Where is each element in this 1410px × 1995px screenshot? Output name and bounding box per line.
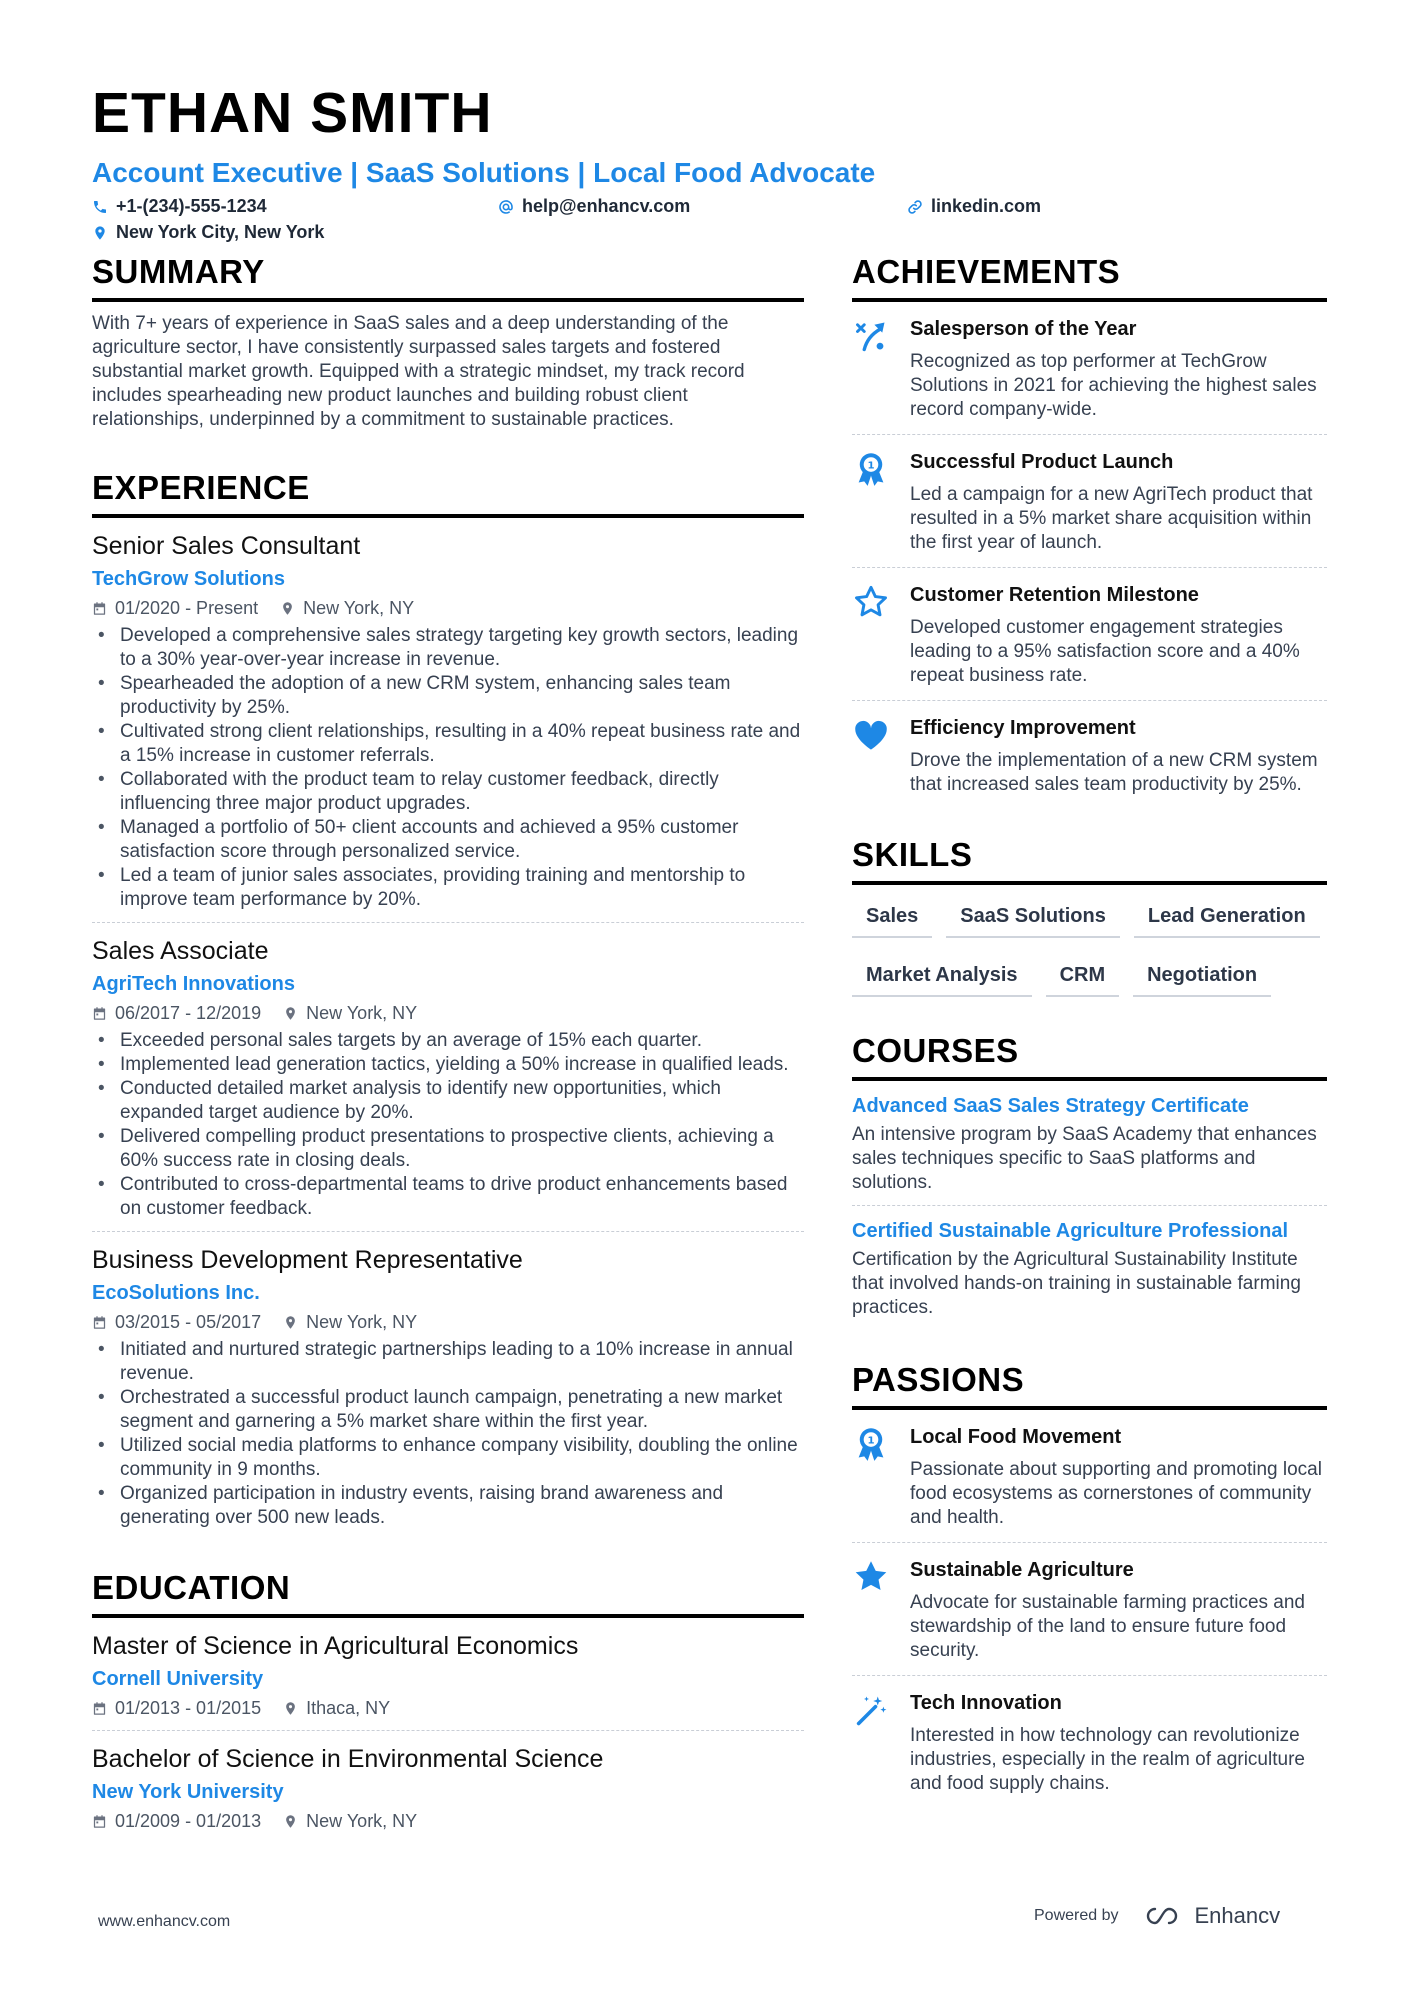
skill-tag: Negotiation [1133,960,1271,997]
job-dates [92,1001,261,1025]
achievement-item [852,701,1327,809]
course-desc: An intensive program by SaaS Academy that enhances sales techniques specific to SaaS platforms and solutions. [852,1124,1317,1193]
education-entry [92,1618,804,1731]
bullet-item: • Implemented lead generation tactics, yielding a 50% increase in qualified leads. [92,1053,804,1077]
achievement-item [852,302,1327,435]
achievement-title: Customer Retention Milestone [910,584,1199,606]
bullet-item: • Exceeded personal sales targets by an average of 15% each quarter. [92,1029,804,1053]
course-title: Advanced SaaS Sales Strategy Certificate [852,1095,1249,1117]
skill-tag: Sales [852,901,932,938]
calendar-icon [92,601,107,616]
job-entry [92,518,804,923]
location-pin-icon [283,1701,298,1716]
bullet-item: • Delivered compelling product presentations to prospective clients, achieving a 60% success rate in closing deals. [92,1125,804,1173]
education-meta [92,1809,804,1833]
achievement-item [852,435,1327,568]
education-meta [92,1696,804,1720]
magic-wand-icon [853,1692,889,1728]
education-section [92,1568,804,1843]
left-column [92,252,804,1869]
job-meta [92,1310,804,1334]
footer-website[interactable]: www.enhancv.com [98,1913,231,1930]
location-pin-icon [283,1814,298,1829]
location-text: New York, NY [303,598,415,618]
resume-header [92,80,1332,250]
dates-text: 01/2013 - 01/2015 [115,1698,262,1718]
location-pin-icon [283,1006,298,1021]
at-icon [498,199,514,215]
passions-section [852,1360,1327,1808]
job-title: Sales Associate [92,937,269,965]
company-name: AgriTech Innovations [92,973,295,995]
section-title: EXPERIENCE [92,468,804,518]
email-text: help@enhancv.com [522,196,691,216]
skills-list [852,885,1327,997]
bullet-item: • Orchestrated a successful product launch campaign, penetrating a new market segment and garnering a 5% market share within the first year. [92,1386,804,1434]
school-name: New York University [92,1781,284,1803]
job-meta [92,596,804,620]
heart-icon [853,717,889,753]
svg-text:1: 1 [867,460,875,472]
education-entry [92,1731,804,1843]
bullet-item: • Initiated and nurtured strategic partnerships leading to a 10% increase in annual revenue. [92,1338,804,1386]
courses-section [852,1031,1327,1330]
job-entry [92,1232,804,1540]
location-text: New York, NY [306,1312,418,1332]
job-location [280,596,414,620]
enhancv-logo-icon [1141,1903,1187,1929]
passion-item [852,1676,1327,1808]
star-filled-icon [853,1559,889,1595]
course-desc: Certification by the Agricultural Sustainability Institute that involved hands-on training in sustainable farming practices. [852,1249,1301,1318]
right-column [852,252,1327,1834]
bullet-item: • Managed a portfolio of 50+ client accounts and achieved a 95% customer satisfaction score through personalized service. [92,816,804,864]
passion-desc: Passionate about supporting and promoting local food ecosystems as cornerstones of community and health. [910,1459,1322,1528]
job-entry [92,923,804,1232]
degree-title: Master of Science in Agricultural Economics [92,1632,579,1660]
linkedin-text: linkedin.com [931,196,1042,216]
contact-email[interactable] [498,196,690,217]
growth-arrow-icon [853,318,889,354]
passion-title: Local Food Movement [910,1426,1122,1448]
contact-linkedin[interactable] [907,196,1041,217]
achievement-desc: Drove the implementation of a new CRM system that increased sales team productivity by 25%. [910,750,1318,795]
course-item [852,1081,1327,1206]
dates-text: 03/2015 - 05/2017 [115,1312,262,1332]
company-name: TechGrow Solutions [92,568,285,590]
passion-title: Tech Innovation [910,1692,1062,1714]
bullet-item: • Utilized social media platforms to enhance company visibility, doubling the online community in 9 months. [92,1434,804,1482]
dates-text: 06/2017 - 12/2019 [115,1003,262,1023]
brand-name: Enhancv [1194,1903,1281,1928]
candidate-tagline: Account Executive | SaaS Solutions | Local Food Advocate [92,157,876,188]
location-text: New York, NY [306,1811,418,1831]
summary-section [92,252,804,432]
education-dates [92,1696,261,1720]
section-title: PASSIONS [852,1360,1327,1410]
bullet-item: • Contributed to cross-departmental teams to drive product enhancements based on customer feedback. [92,1173,804,1221]
degree-title: Bachelor of Science in Environmental Science [92,1745,604,1773]
achievement-desc: Developed customer engagement strategies leading to a 95% satisfaction score and a 40% repeat business rate. [910,617,1300,686]
candidate-name: ETHAN SMITH [92,81,493,145]
brand-logo[interactable] [1141,1903,1281,1929]
contact-location [92,222,324,243]
svg-text:1: 1 [867,1435,875,1447]
section-title: SUMMARY [92,252,804,302]
education-dates [92,1809,261,1833]
skill-tag: Lead Generation [1134,901,1320,938]
bullet-item: • Organized participation in industry events, raising brand awareness and generating over 500 new leads. [92,1482,804,1530]
job-bullets [92,624,804,912]
passion-title: Sustainable Agriculture [910,1559,1134,1581]
location-text: New York, NY [306,1003,418,1023]
job-dates [92,596,258,620]
skills-section [852,835,1327,997]
skill-tag: SaaS Solutions [946,901,1120,938]
job-meta [92,1001,804,1025]
calendar-icon [92,1701,107,1716]
phone-text: +1-(234)-555-1234 [116,196,267,216]
passion-desc: Advocate for sustainable farming practices and stewardship of the land to ensure future food security. [910,1592,1305,1661]
section-title: COURSES [852,1031,1327,1081]
achievement-item [852,568,1327,701]
course-item [852,1206,1327,1330]
star-outline-icon [853,584,889,620]
dates-text: 01/2020 - Present [115,598,259,618]
skill-tag: Market Analysis [852,960,1032,997]
bullet-item: • Developed a comprehensive sales strategy targeting key growth sectors, leading to a 30% year-over-year increase in revenue. [92,624,804,672]
course-title: Certified Sustainable Agriculture Professional [852,1220,1289,1242]
achievement-title: Successful Product Launch [910,451,1174,473]
phone-icon [92,199,108,215]
experience-section [92,468,804,1540]
calendar-icon [92,1006,107,1021]
section-title: EDUCATION [92,1568,804,1618]
passion-item [852,1410,1327,1543]
bullet-item: • Conducted detailed market analysis to identify new opportunities, which expanded target audience by 20%. [92,1077,804,1125]
bullet-item: • Led a team of junior sales associates, providing training and mentorship to improve team performance by 20%. [92,864,804,912]
job-title: Business Development Representative [92,1246,523,1274]
contact-info [92,196,1332,250]
job-title: Senior Sales Consultant [92,532,361,560]
job-location [283,1001,417,1025]
education-location [283,1696,390,1720]
education-location [283,1809,417,1833]
powered-by-label: Powered by [1034,1907,1119,1924]
location-text: Ithaca, NY [306,1698,391,1718]
calendar-icon [92,1315,107,1330]
passion-desc: Interested in how technology can revolutionize industries, especially in the realm of agriculture and food supply chains. [910,1725,1305,1794]
achievement-title: Salesperson of the Year [910,318,1137,340]
job-bullets [92,1338,804,1530]
bullet-item: • Collaborated with the product team to relay customer feedback, directly influencing three major product upgrades. [92,768,804,816]
achievement-desc: Led a campaign for a new AgriTech product that resulted in a 5% market share acquisition within the first year of launch. [910,484,1313,553]
bullet-item: • Spearheaded the adoption of a new CRM system, enhancing sales team productivity by 25%. [92,672,804,720]
summary-text: With 7+ years of experience in SaaS sales and a deep understanding of the agriculture sector, I have consistently surpassed sales targets and fostered substantial market growth. Equipped with a strategic mindset, my track record includes spearheading new product launches and building robust client relationships, underpinned by a commitment to sustainable practices. [92,313,745,430]
location-pin-icon [92,225,108,241]
job-bullets [92,1029,804,1221]
link-icon [907,199,923,215]
award-ribbon-icon [853,451,889,487]
skill-tag: CRM [1046,960,1120,997]
achievement-title: Efficiency Improvement [910,717,1136,739]
achievement-desc: Recognized as top performer at TechGrow Solutions in 2021 for achieving the highest sales record company-wide. [910,351,1317,420]
dates-text: 01/2009 - 01/2013 [115,1811,262,1831]
location-text: New York City, New York [116,222,325,242]
achievements-section [852,252,1327,809]
company-name: EcoSolutions Inc. [92,1282,260,1304]
passion-item [852,1543,1327,1676]
footer-branding [1034,1903,1280,1929]
bullet-item: • Cultivated strong client relationships, resulting in a 40% repeat business rate and a 15% increase in customer referrals. [92,720,804,768]
section-title: SKILLS [852,835,1327,885]
school-name: Cornell University [92,1668,264,1690]
calendar-icon [92,1814,107,1829]
section-title: ACHIEVEMENTS [852,252,1327,302]
job-dates [92,1310,261,1334]
location-pin-icon [280,601,295,616]
award-ribbon-icon [853,1426,889,1462]
job-location [283,1310,417,1334]
contact-phone [92,196,267,217]
location-pin-icon [283,1315,298,1330]
